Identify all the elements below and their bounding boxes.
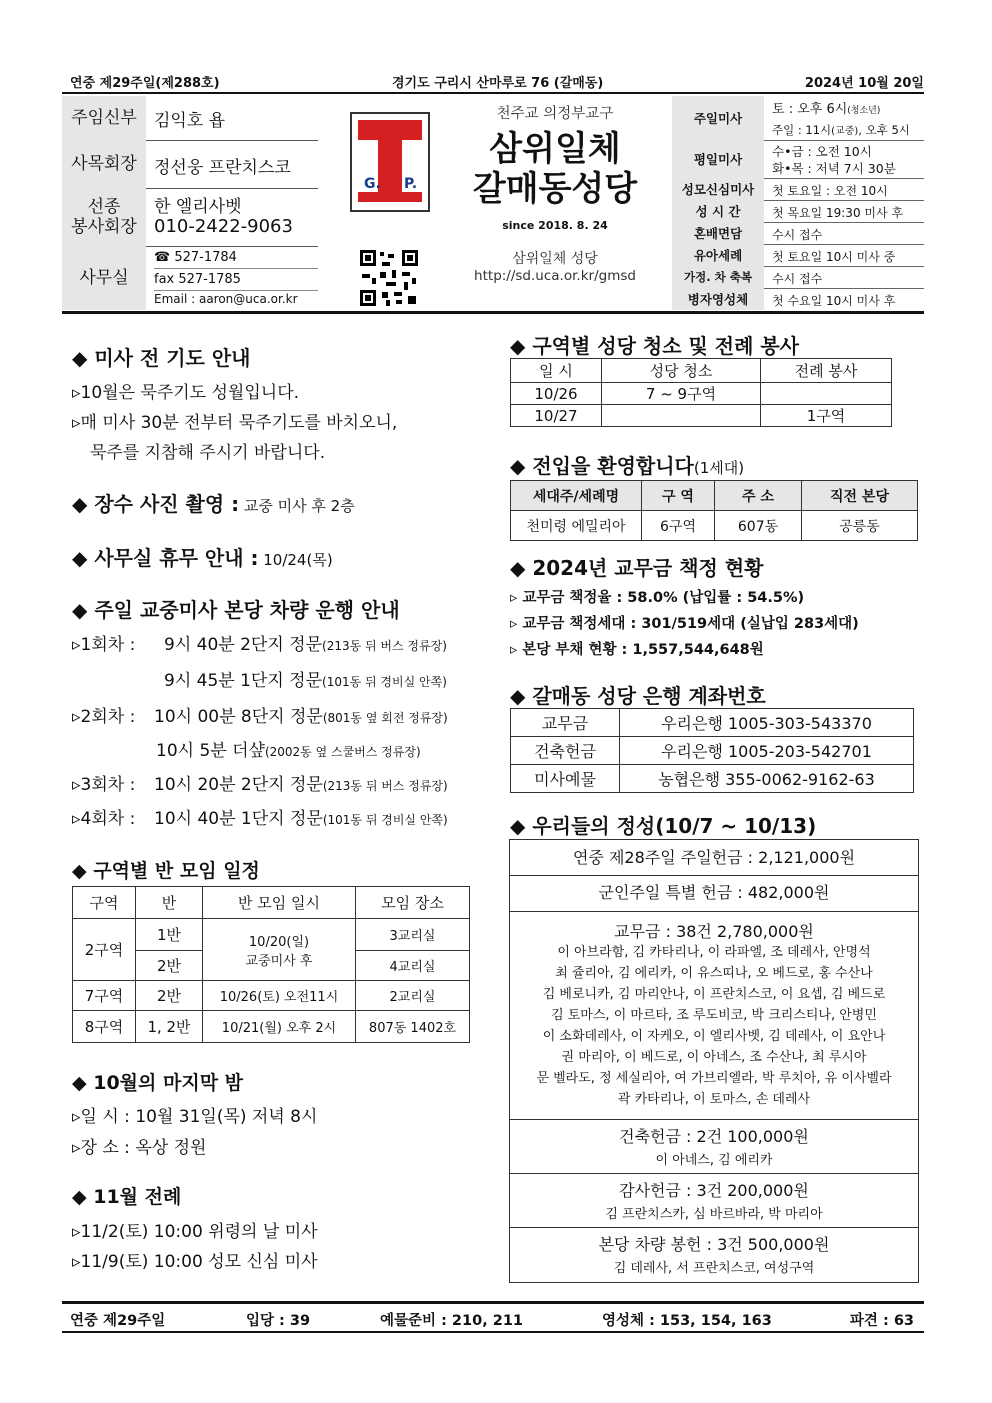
schedule-row-4 <box>672 244 924 267</box>
prayer-line-2: ▹매 미사 30분 전부터 묵주기도를 바치오니, <box>72 413 398 433</box>
november-heading: ◆ 11월 전례 <box>72 1186 182 1208</box>
schedule-row-5-value: 수시 접수 <box>772 272 823 286</box>
offering-car-head: 본당 차량 봉헌 : 3건 500,000원 <box>598 1235 830 1254</box>
svg-text:P.: P. <box>404 176 418 192</box>
welcome-header-zone: 구 역 <box>642 481 715 511</box>
group-time-line-1: 10/20(일) <box>248 934 310 950</box>
photo-note: 교중 미사 후 2층 <box>239 497 355 515</box>
footer-week: 연중 제29주일 <box>70 1313 166 1329</box>
staff-info-table <box>62 96 318 310</box>
women-label-line2: 봉사회장 <box>71 217 137 237</box>
offering-sunday: 연중 제28주일 주일헌금 : 2,121,000원 <box>510 840 918 876</box>
bank-type: 교무금 <box>511 709 620 737</box>
list-item: 이 아브라함, 김 카타리나, 이 라파엘, 조 데레사, 안명석 <box>557 945 871 960</box>
offering-army: 군인주일 특별 헌금 : 482,000원 <box>510 875 918 912</box>
sunday-sat-note: (청소년) <box>847 106 881 116</box>
bus-row-2-time: 9시 45분 1단지 정문 <box>164 671 323 691</box>
welcome-header-row <box>511 481 918 511</box>
offering-thanks-head: 감사헌금 : 3건 200,000원 <box>619 1181 809 1200</box>
group-time-line-2: 교중미사 후 <box>245 953 313 969</box>
header-date: 2024년 10월 20일 <box>804 76 924 91</box>
welcome-header-parish: 직전 본당 <box>802 481 918 511</box>
group-ban: 2반 <box>136 951 203 981</box>
offering-thanks-names: 김 프란치스카, 심 바르바라, 박 마리아 <box>605 1207 823 1222</box>
parish-logo <box>350 112 430 212</box>
offering-building <box>510 1119 918 1174</box>
pastor-row <box>62 96 318 141</box>
group-ban: 2반 <box>136 981 203 1011</box>
prayer-line-1: ▹10월은 묵주기도 성월입니다. <box>72 383 300 403</box>
schedule-row-4-value: 첫 토요일 10시 미사 중 <box>772 250 896 264</box>
parish-title-block <box>440 96 670 284</box>
offerings-box <box>509 839 919 1283</box>
group-time: 10/26(토) 오전11시 <box>203 981 356 1011</box>
bus-row-6 <box>154 804 448 829</box>
weekday-mass-label: 평일미사 <box>672 140 764 178</box>
group-zone-7: 7구역 <box>73 981 136 1011</box>
council-row <box>62 140 318 189</box>
women-row <box>62 188 318 247</box>
table-row <box>511 709 914 737</box>
bank-account[interactable]: 농협은행 355-0062-9162-63 <box>620 765 914 793</box>
bus-heading: ◆ 주일 교중미사 본당 차량 운행 안내 <box>72 598 400 622</box>
group-ban: 1반 <box>136 919 203 951</box>
welcome-name: 천미령 에밀리아 <box>511 511 642 541</box>
cleaning-zone: 7 ~ 9구역 <box>602 383 761 405</box>
liturgy-zone: 1구역 <box>761 405 892 427</box>
last-night-when: ▹일 시 : 10월 31일(목) 저녁 8시 <box>72 1107 318 1127</box>
list-item: 곽 카타리나, 이 토마스, 손 데레사 <box>617 1092 811 1107</box>
header-week: 연중 제29주일(제288호) <box>70 76 220 91</box>
group-time: 10/21(월) 오후 2시 <box>203 1011 356 1043</box>
council-value: 정선웅 프란치스코 <box>154 158 291 178</box>
bus-row-2 <box>164 666 447 691</box>
qr-code[interactable] <box>358 248 420 308</box>
offerings-heading: ◆ 우리들의 정성(10/7 ~ 10/13) <box>510 814 817 838</box>
bus-row-5 <box>154 770 448 795</box>
group-header-zone: 구역 <box>73 887 136 919</box>
bus-row-5-time: 10시 20분 2단지 정문 <box>154 775 323 795</box>
bus-row-label-5: ▹3회차 : <box>72 775 136 795</box>
bus-row-1-time: 9시 40분 2단지 정문 <box>164 635 323 655</box>
bus-row-3-time: 10시 00분 8단지 정문 <box>154 707 323 727</box>
logo-graphic <box>352 114 428 210</box>
bank-account[interactable]: 우리은행 1005-203-542701 <box>620 737 914 765</box>
footer-dismissal: 파견 : 63 <box>849 1313 914 1329</box>
welcome-address: 607동 <box>715 511 802 541</box>
welcome-count: (1세대) <box>693 459 745 477</box>
schedule-row-5-label: 가정. 차 축복 <box>672 266 764 288</box>
bus-row-4-note: (2002동 옆 스쿨버스 정류장) <box>264 745 421 759</box>
office-tel: ☎ 527-1784 <box>154 250 237 265</box>
bus-row-4-time: 10시 5분 더샾 <box>156 741 265 761</box>
dues-line-2: ▹ 교무금 책정세대 : 301/519세대 (실납입 283세대) <box>510 616 859 632</box>
office-email: Email : aaron@uca.or.kr <box>154 292 298 306</box>
schedule-row-1 <box>672 178 924 201</box>
liturgy-hymn-bar <box>62 1305 924 1331</box>
table-row <box>73 981 470 1011</box>
group-place: 2교리실 <box>356 981 470 1011</box>
bus-row-label-6: ▹4회차 : <box>72 809 136 829</box>
site-name: 삼위일체 성당 <box>512 251 598 267</box>
weekday-line-1: 수•금 : 오전 10시 <box>772 144 872 159</box>
masthead-divider <box>62 311 924 314</box>
table-row <box>511 737 914 765</box>
sunday-sat <box>772 98 880 117</box>
last-night-where: ▹장 소 : 옥상 정원 <box>72 1138 207 1158</box>
parish-title-2: 갈매동성당 <box>472 169 638 209</box>
offering-thanks <box>510 1173 918 1228</box>
pastor-label: 주임신부 <box>62 96 146 140</box>
bus-row-1-note: (213동 뒤 버스 정류장) <box>322 639 447 653</box>
welcome-parish: 공릉동 <box>802 511 918 541</box>
cleaning-zone <box>602 405 761 427</box>
cleaning-header-clean: 성당 청소 <box>602 359 761 383</box>
group-header-time: 반 모임 일시 <box>203 887 356 919</box>
group-time-cell <box>203 919 356 981</box>
schedule-row-3-label: 혼배면담 <box>672 222 764 244</box>
dues-line-1: ▹ 교무금 책정율 : 58.0% (납입률 : 54.5%) <box>510 590 805 606</box>
offering-car <box>510 1227 918 1281</box>
office-row <box>62 246 318 310</box>
prayer-line-3: 묵주를 지참해 주시기 바랍니다. <box>90 443 326 463</box>
bus-row-6-note: (101동 뒤 경비실 안쪽) <box>322 813 448 827</box>
office-closed-heading: ◆ 사무실 휴무 안내 : <box>72 546 259 570</box>
office-fax: fax 527-1785 <box>154 272 241 287</box>
bus-row-1 <box>164 630 447 655</box>
bus-row-3 <box>154 702 448 727</box>
sunday-sun-evening: , 오후 5시 <box>858 123 910 137</box>
bank-type: 미사예물 <box>511 765 620 793</box>
cleaning-date: 10/26 <box>511 383 602 405</box>
sunday-sun-note: (교중) <box>831 126 859 137</box>
last-night-heading: ◆ 10월의 마지막 밤 <box>72 1072 244 1094</box>
council-label: 사목회장 <box>62 140 146 188</box>
site-url[interactable]: http://sd.uca.or.kr/gmsd <box>474 268 636 284</box>
group-meeting-table <box>72 886 470 1043</box>
schedule-row-6-label: 병자영성체 <box>672 288 764 310</box>
schedule-row-6-value: 첫 수요일 10시 미사 후 <box>772 294 896 308</box>
cleaning-date: 10/27 <box>511 405 602 427</box>
schedule-row-1-value: 첫 토요일 : 오전 10시 <box>772 184 888 198</box>
office-closed-note: 10/24(목) <box>258 551 333 569</box>
list-item: 최 쥴리아, 김 에리카, 이 유스띠나, 오 베드로, 홍 수산나 <box>555 966 873 981</box>
dues-heading: ◆ 2024년 교무금 책정 현황 <box>510 556 764 580</box>
table-row <box>511 765 914 793</box>
mass-schedule-table <box>672 96 924 310</box>
pastor-value: 김익호 욥 <box>154 111 226 131</box>
offering-car-names: 김 데레사, 서 프란치스코, 여성구역 <box>613 1261 815 1276</box>
offering-dues-names <box>510 942 918 1110</box>
schedule-row-1-label: 성모신심미사 <box>672 178 764 200</box>
bus-row-2-note: (101동 뒤 경비실 안쪽) <box>322 675 447 689</box>
header-address: 경기도 구리시 산마루로 76 (갈매동) <box>392 76 604 91</box>
bus-row-6-time: 10시 40분 1단지 정문 <box>154 809 323 829</box>
women-label-line1: 선종 <box>87 196 121 217</box>
group-zone-2: 2구역 <box>73 919 136 981</box>
welcome-heading-block <box>510 450 744 479</box>
group-header-ban: 반 <box>136 887 203 919</box>
table-row <box>511 511 918 541</box>
office-divider-2 <box>154 290 318 291</box>
office-closed-notice <box>72 542 333 571</box>
bank-heading: ◆ 갈매동 성당 은행 계좌번호 <box>510 684 766 708</box>
women-phone: 010-2422-9063 <box>154 216 293 237</box>
welcome-header-address: 주 소 <box>715 481 802 511</box>
weekday-mass-row <box>672 140 924 179</box>
schedule-row-5 <box>672 266 924 289</box>
bus-row-3-note: (801동 옆 회전 정류장) <box>322 711 448 725</box>
november-line-1: ▹11/2(토) 10:00 위령의 날 미사 <box>72 1222 318 1242</box>
schedule-row-3-value: 수시 접수 <box>772 228 823 242</box>
list-item: 김 토마스, 이 마르타, 조 루도비코, 박 크리스티나, 안병민 <box>551 1008 877 1023</box>
cleaning-table <box>510 358 892 427</box>
women-name: 한 엘리사벳 <box>154 197 242 217</box>
office-divider-1 <box>154 268 318 269</box>
sunday-sun-text: 주일 : 11시 <box>772 123 832 137</box>
table-row <box>511 405 892 427</box>
list-item: 권 마리아, 이 베드로, 이 아네스, 조 수산나, 최 루시아 <box>561 1050 867 1065</box>
group-heading: ◆ 구역별 반 모임 일정 <box>72 860 260 882</box>
cleaning-header-date: 일 시 <box>511 359 602 383</box>
welcome-header-name: 세대주/세례명 <box>511 481 642 511</box>
cleaning-heading: ◆ 구역별 성당 청소 및 전례 봉사 <box>510 334 799 358</box>
group-place: 4교리실 <box>356 951 470 981</box>
bank-table <box>510 708 914 793</box>
footer-entrance: 입당 : 39 <box>246 1313 311 1329</box>
offering-dues-head: 교무금 : 38건 2,780,000원 <box>614 922 814 941</box>
since-date: since 2018. 8. 24 <box>502 219 608 232</box>
header-bar <box>62 72 924 90</box>
bank-type: 건축헌금 <box>511 737 620 765</box>
schedule-row-6 <box>672 288 924 310</box>
footer-divider-top <box>62 1301 924 1304</box>
parish-title-1: 삼위일체 <box>489 129 621 169</box>
sunday-mass-row <box>672 96 924 141</box>
bus-row-4 <box>156 736 421 761</box>
women-label <box>62 188 146 246</box>
table-row <box>511 383 892 405</box>
cleaning-header-row <box>511 359 892 383</box>
sunday-sat-text: 토 : 오후 6시 <box>772 102 848 117</box>
schedule-row-4-label: 유아세례 <box>672 244 764 266</box>
group-header-place: 모임 장소 <box>356 887 470 919</box>
offering-building-head: 건축헌금 : 2건 100,000원 <box>619 1127 809 1146</box>
bus-row-5-note: (213동 뒤 버스 정류장) <box>322 779 448 793</box>
schedule-row-2 <box>672 200 924 223</box>
schedule-row-2-label: 성 시 간 <box>672 200 764 222</box>
november-line-2: ▹11/9(토) 10:00 성모 신심 미사 <box>72 1252 318 1272</box>
weekday-line-2: 화•목 : 저녁 7시 30분 <box>772 161 896 176</box>
prayer-heading: ◆ 미사 전 기도 안내 <box>72 346 251 370</box>
diocese-name: 천주교 의정부교구 <box>496 106 614 122</box>
list-item: 이 소화데레사, 이 자케오, 이 엘리사벳, 김 데레사, 이 요안나 <box>542 1029 886 1044</box>
group-header-row <box>73 887 470 919</box>
group-place: 3교리실 <box>356 919 470 951</box>
photo-notice <box>72 488 355 517</box>
offering-building-names: 이 아네스, 김 에리카 <box>655 1153 773 1168</box>
dues-line-3: ▹ 본당 부채 현황 : 1,557,544,648원 <box>510 642 764 658</box>
office-label: 사무실 <box>62 246 146 310</box>
table-row <box>73 919 470 951</box>
group-ban: 1, 2반 <box>136 1011 203 1043</box>
list-item: 문 벨라도, 정 세실리아, 여 가브리엘라, 박 루치아, 유 이사벨라 <box>536 1071 892 1086</box>
group-zone-8: 8구역 <box>73 1011 136 1043</box>
offering-dues <box>510 911 918 1120</box>
bank-account[interactable]: 우리은행 1005-303-543370 <box>620 709 914 737</box>
liturgy-zone <box>761 383 892 405</box>
schedule-row-2-value: 첫 목요일 19:30 미사 후 <box>772 206 903 220</box>
bus-row-label-3: ▹2회차 : <box>72 707 136 727</box>
bus-row-label-1: ▹1회차 : <box>72 635 136 655</box>
photo-heading: ◆ 장수 사진 촬영 : <box>72 492 240 516</box>
table-row <box>73 1011 470 1043</box>
footer-communion: 영성체 : 153, 154, 163 <box>602 1313 772 1329</box>
sunday-sun <box>772 122 910 138</box>
welcome-heading: ◆ 전입을 환영합니다 <box>510 454 694 478</box>
cleaning-header-liturgy: 전례 봉사 <box>761 359 892 383</box>
qr-code-graphic <box>358 248 420 308</box>
group-place: 807동 1402호 <box>356 1011 470 1043</box>
sunday-mass-label: 주일미사 <box>672 96 764 140</box>
footer-divider-bottom <box>62 1331 924 1333</box>
list-item: 김 베로니카, 김 마리안나, 이 프란치스코, 이 요셉, 김 베드로 <box>542 987 886 1002</box>
welcome-table <box>510 480 918 541</box>
header-divider <box>62 92 924 94</box>
footer-offering: 예물준비 : 210, 211 <box>380 1313 524 1329</box>
schedule-row-3 <box>672 222 924 245</box>
welcome-zone: 6구역 <box>642 511 715 541</box>
svg-text:G.: G. <box>364 176 381 192</box>
